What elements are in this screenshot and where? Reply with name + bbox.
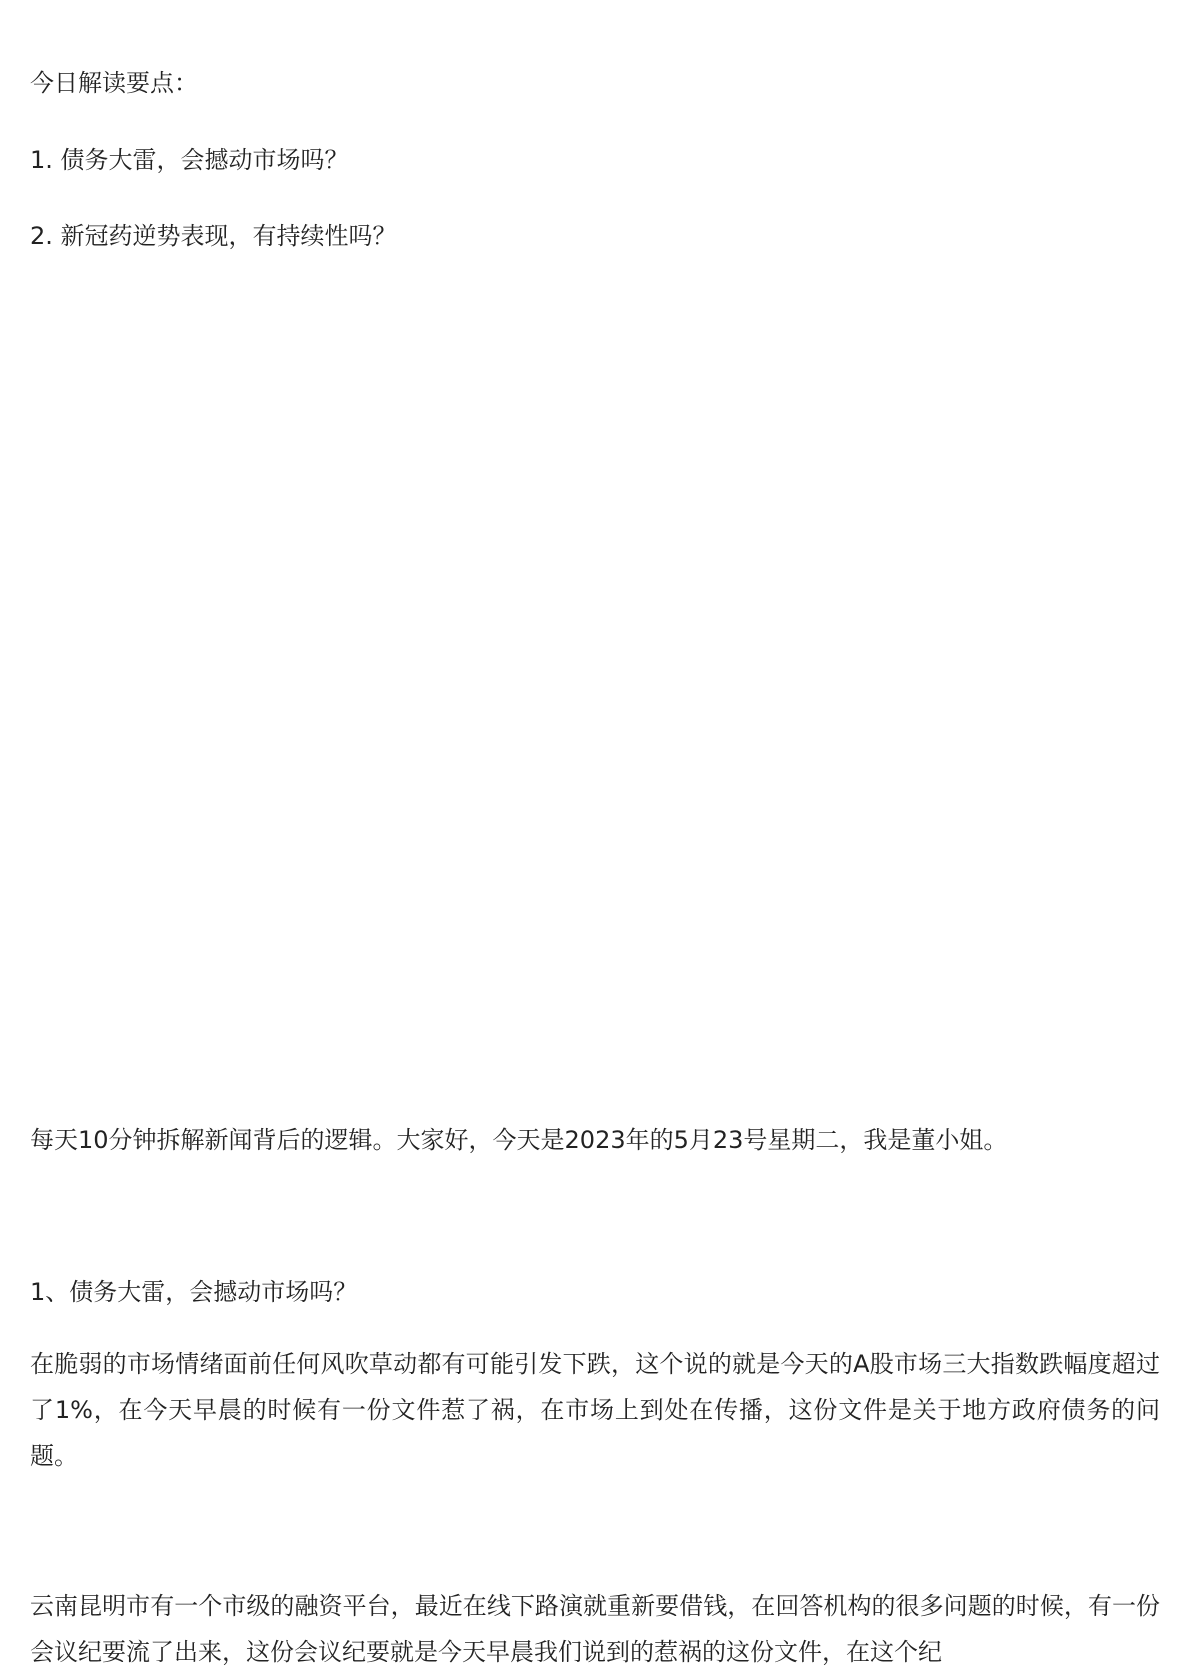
key-point-1: 1. 债务大雷，会撼动市场吗？ — [30, 146, 349, 174]
section-heading: 1、债务大雷，会撼动市场吗？ — [30, 1278, 358, 1306]
body-paragraph-1: 在脆弱的市场情绪面前任何风吹草动都有可能引发下跌，这个说的就是今天的A股市场三大指数跌幅度超过了1%，在今天早晨的时候有一份文件惹了祸，在市场上到处在传播，这份文件是关于地方政府债务的问题。 — [30, 1350, 1160, 1470]
body-paragraph-2: 云南昆明市有一个市级的融资平台，最近在线下路演就重新要借钱，在回答机构的很多问题的时候，有一份会议纪要流了出来，这份会议纪要就是今天早晨我们说到的惹祸的这份文件，在这个纪 — [30, 1592, 1160, 1666]
intro-title: 今日解读要点： — [30, 69, 198, 97]
key-point-2: 2. 新冠药逆势表现，有持续性吗？ — [30, 222, 397, 250]
greeting-paragraph: 每天10分钟拆解新闻背后的逻辑。大家好，今天是2023年的5月23号星期二，我是董小姐。 — [30, 1126, 1008, 1154]
